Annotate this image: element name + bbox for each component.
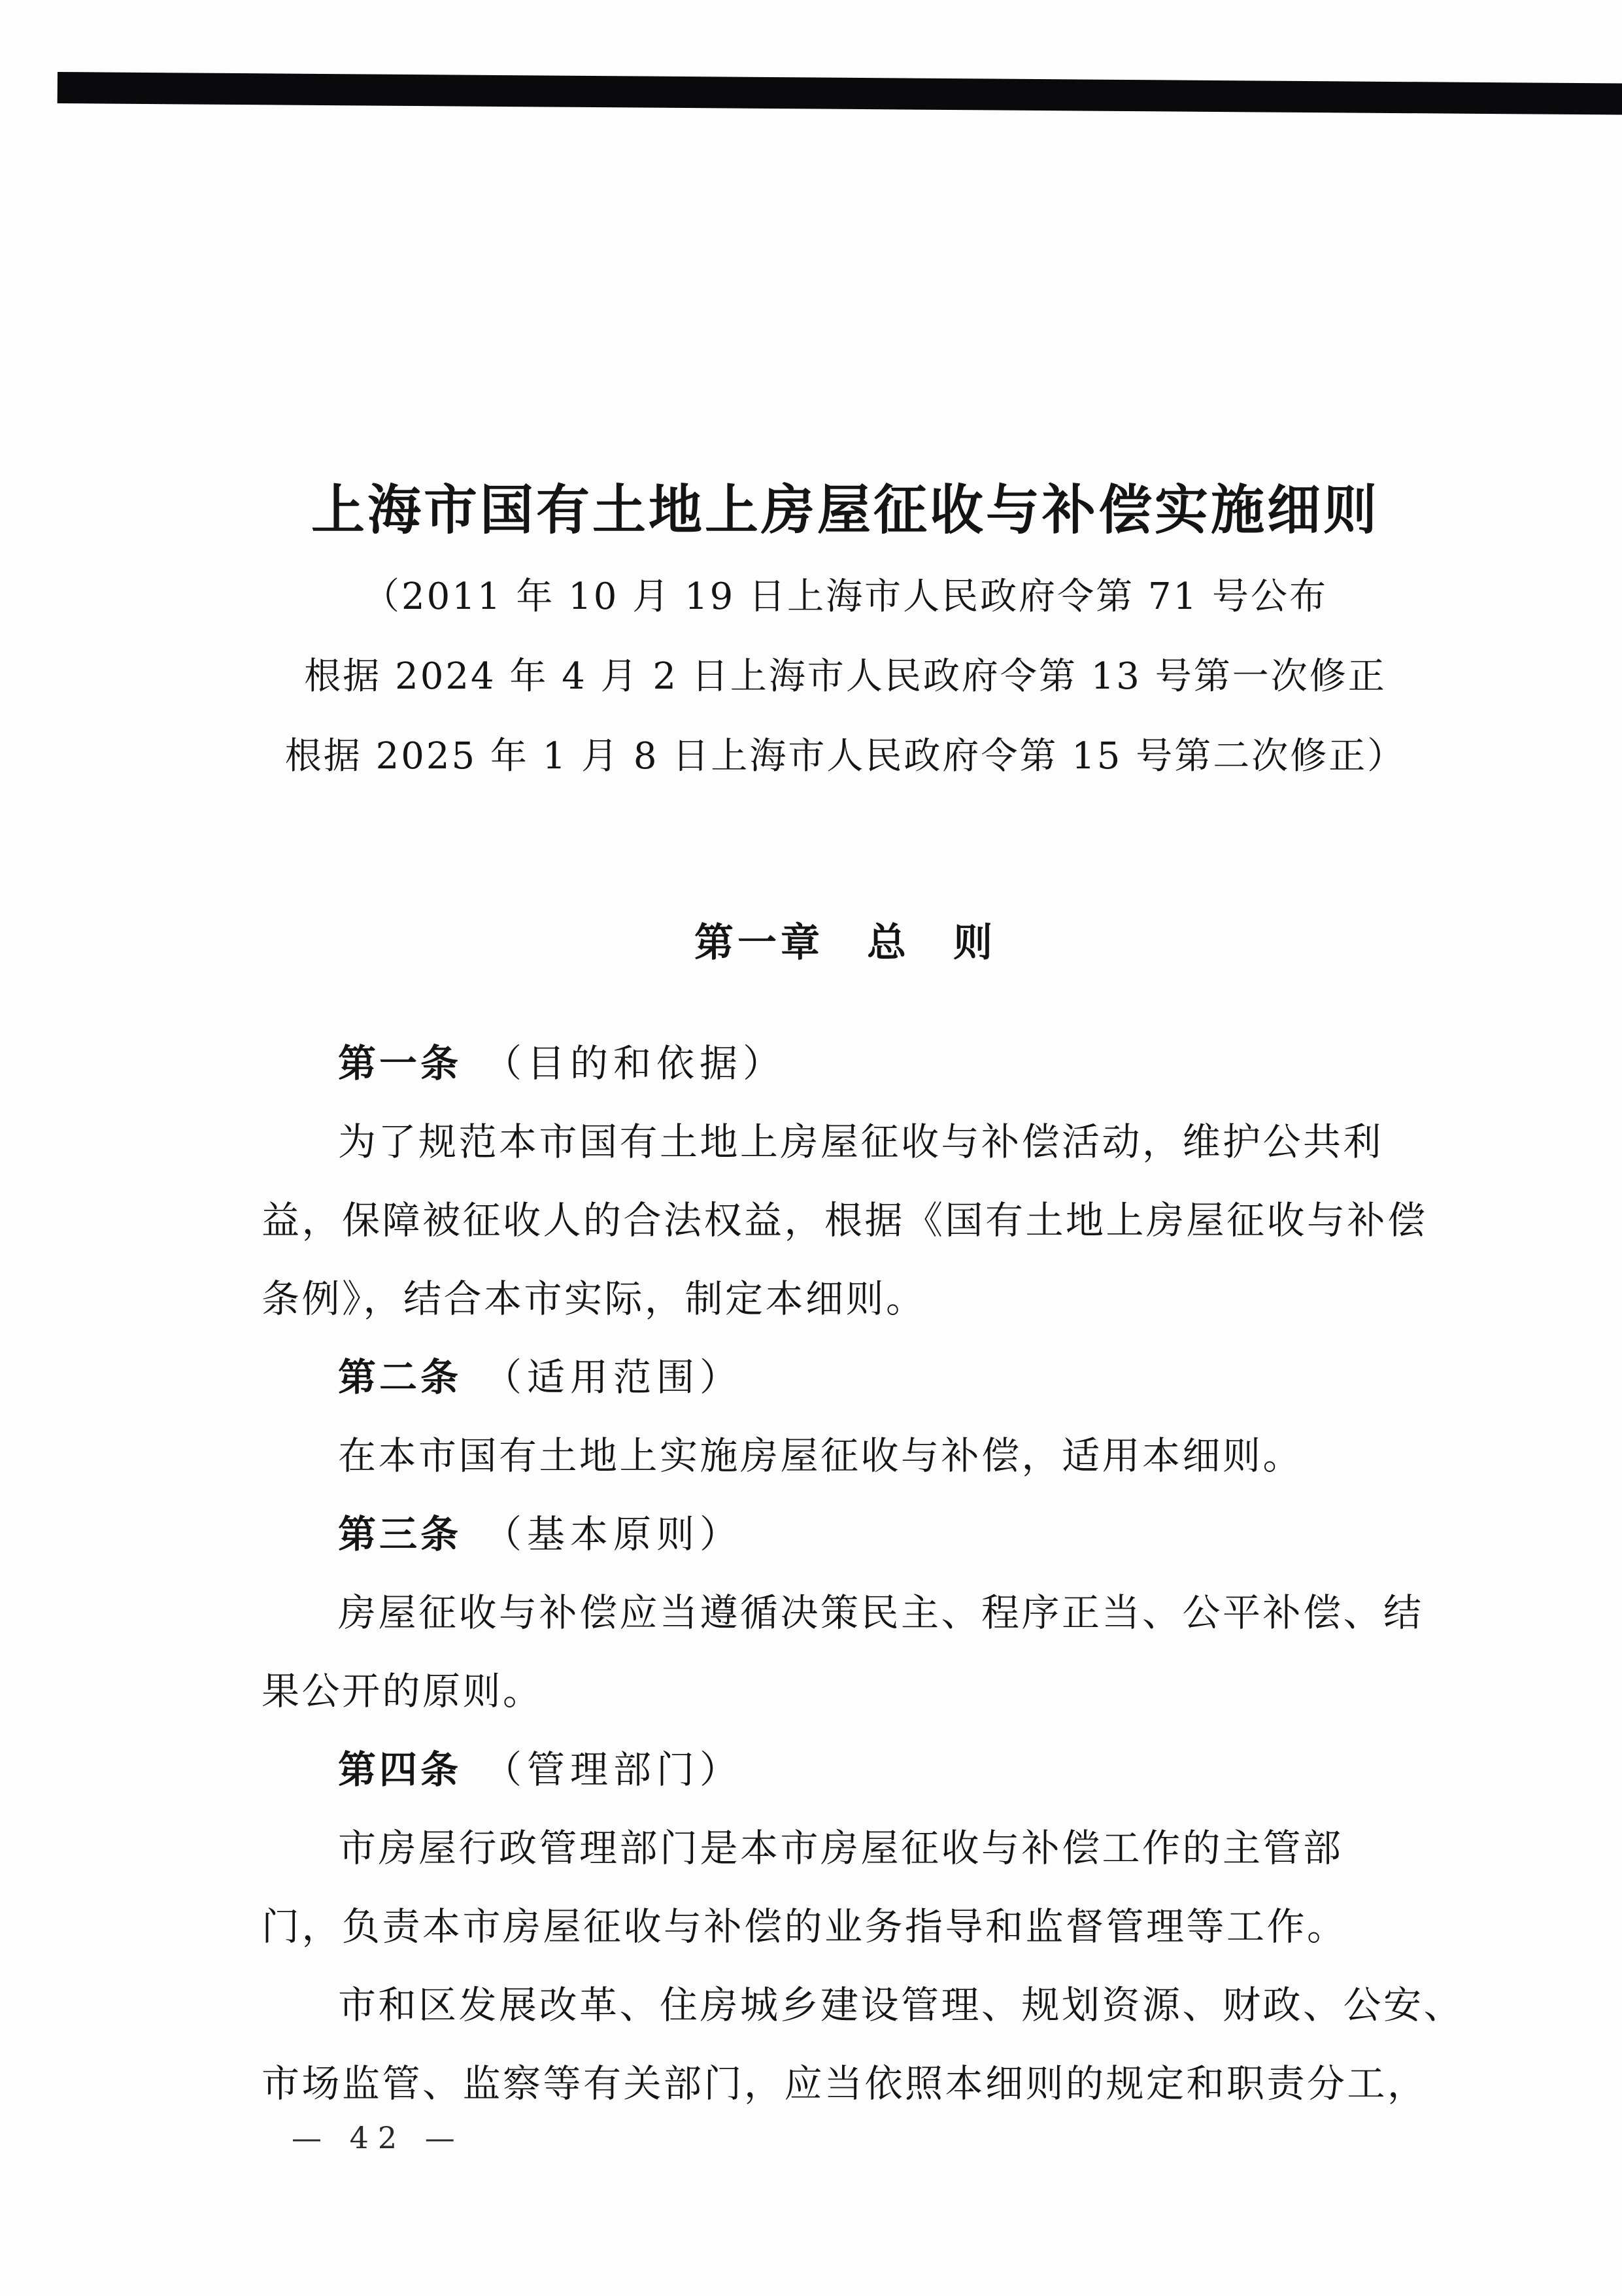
article-subtitle: （管理部门）: [484, 1747, 743, 1792]
body-line: 门，负责本市房屋征收与补偿的业务指导和监督管理等工作。: [262, 1904, 1347, 1949]
article-heading: [262, 1024, 1429, 1103]
body-line: 市房屋行政管理部门是本市房屋征收与补偿工作的主管部: [338, 1826, 1343, 1870]
publication-info: [235, 557, 1455, 797]
article-label: 第三条: [338, 1512, 462, 1556]
chapter-heading: 第一章 总 则: [694, 920, 996, 966]
article-heading: [262, 1730, 1429, 1809]
body-line: 房屋征收与补偿应当遵循决策民主、程序正当、公平补偿、结: [338, 1590, 1424, 1635]
article-heading: [262, 1338, 1429, 1416]
body-line: 益，保障被征收人的合法权益，根据《国有土地上房屋征收与补偿: [262, 1198, 1428, 1242]
article-label: 第一条: [338, 1041, 462, 1086]
article-subtitle: （基本原则）: [484, 1512, 743, 1556]
top-rule-bar: [58, 72, 1622, 115]
article-heading: [262, 1495, 1429, 1573]
publication-line: （2011 年 10 月 19 日上海市人民政府令第 71 号公布: [363, 575, 1328, 618]
body-line: 市场监管、监察等有关部门，应当依照本细则的规定和职责分工，: [262, 2061, 1428, 2106]
article-body: [262, 1024, 1464, 2123]
article-label: 第四条: [338, 1747, 462, 1792]
article-label: 第二条: [338, 1355, 462, 1399]
publication-line: 根据 2025 年 1 月 8 日上海市人民政府令第 15 号第二次修正）: [284, 735, 1406, 778]
publication-line: 根据 2024 年 4 月 2 日上海市人民政府令第 13 号第一次修正: [304, 655, 1387, 698]
body-line: 条例》，结合本市实际，制定本细则。: [262, 1277, 926, 1321]
article-subtitle: （目的和依据）: [484, 1041, 786, 1086]
article-subtitle: （适用范围）: [484, 1355, 743, 1399]
body-line: 市和区发展改革、住房城乡建设管理、规划资源、财政、公安、: [338, 1983, 1464, 2027]
page-number: — 42 —: [292, 2120, 464, 2155]
body-line: 为了规范本市国有土地上房屋征收与补偿活动，维护公共利: [338, 1120, 1384, 1164]
body-line: 在本市国有土地上实施房屋征收与补偿，适用本细则。: [338, 1433, 1304, 1478]
body-line: 果公开的原则。: [262, 1669, 543, 1713]
document-title: 上海市国有土地上房屋征收与补偿实施细则: [311, 479, 1379, 541]
